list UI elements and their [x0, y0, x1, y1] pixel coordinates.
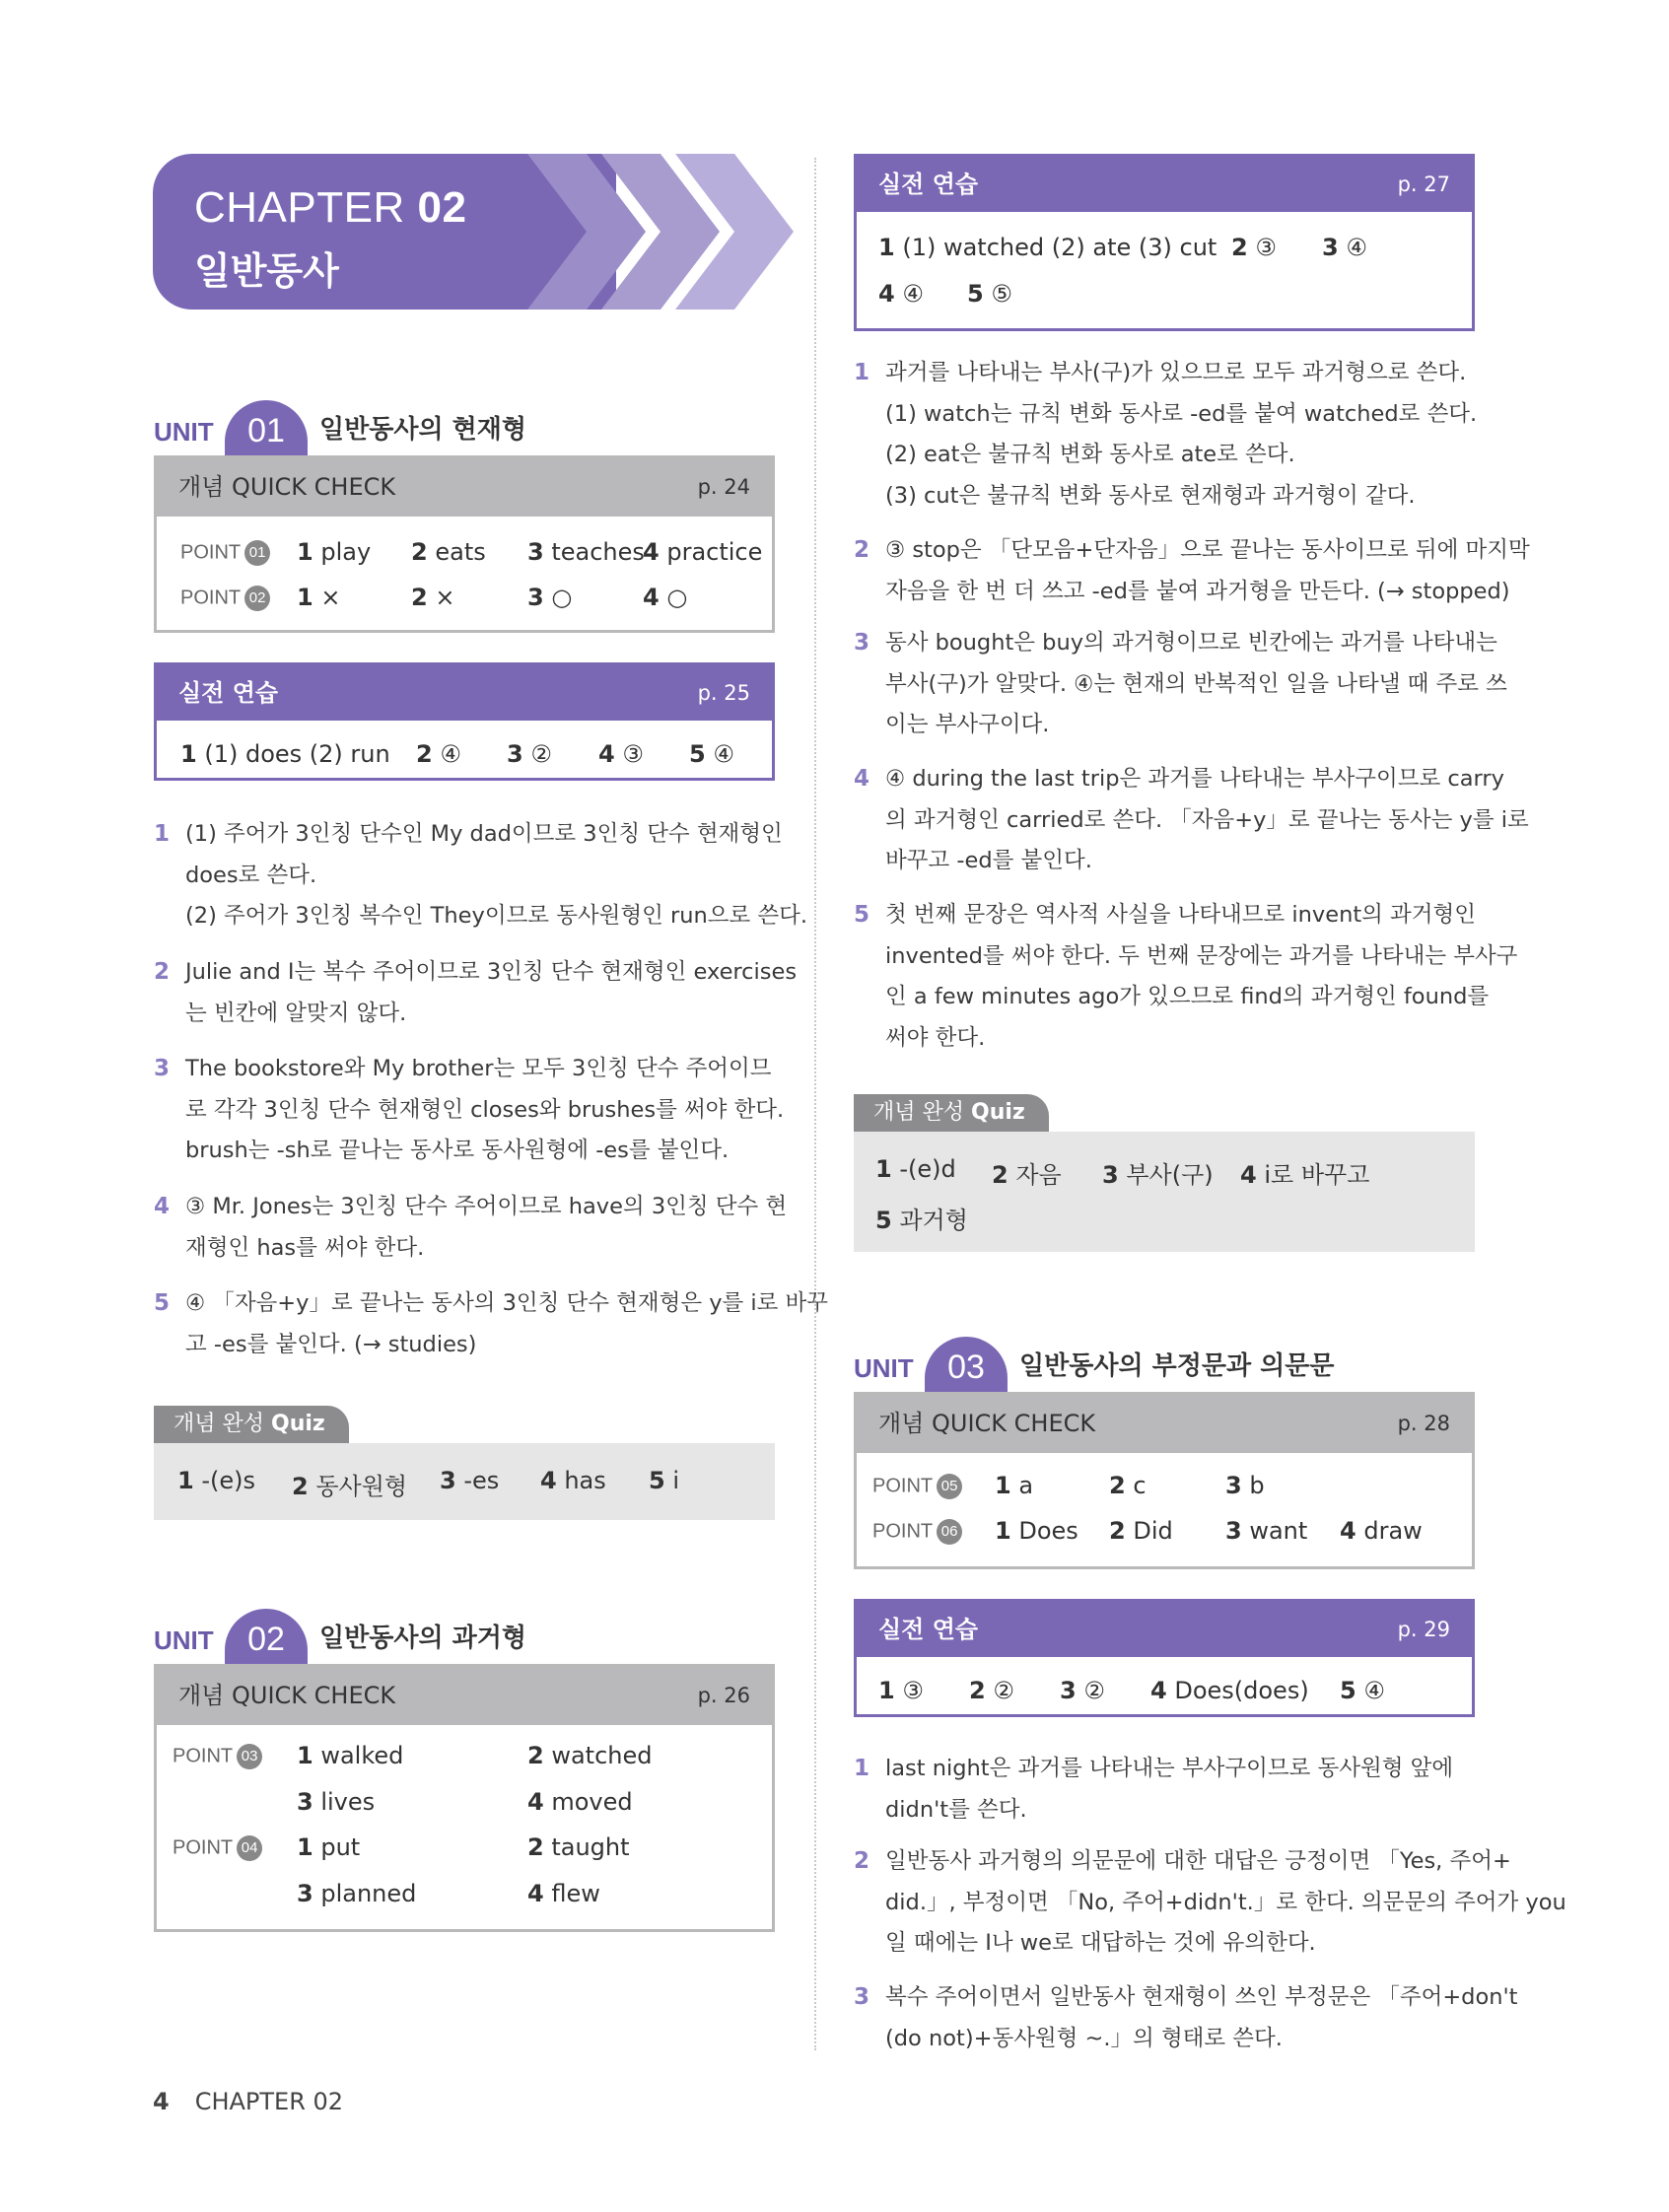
explanation-3: 3 동사 bought은 buy의 과거형이므로 빈칸에는 과거를 나타내는 부사(구)가 알맞다. ④는 현재의 반복적인 일을 나타낼 때 주로 쓰 이는 부사구이다.: [854, 630, 1507, 737]
explanation-2: 2 일반동사 과거형의 의문문에 대한 대답은 긍정이면 「Yes, 주어+ did.」, 부정이면 「No, 주어+didn't.」로 한다. 의문문의 주어가 you 일 때에는 I나 we로 대답하는 것에 유의한다.: [854, 1848, 1566, 1956]
answer-item: 2 eats: [411, 538, 486, 566]
answer-item: 4 practice: [643, 538, 763, 566]
point-label: POINT 02: [180, 586, 270, 611]
answer-item: 4 has: [540, 1467, 606, 1494]
answer-item: 2 ×: [411, 584, 455, 611]
page-ref: p. 24: [697, 475, 750, 499]
explanation-3: 3 복수 주어이면서 일반동사 현재형이 쓰인 부정문은 「주어+don't (do not)+동사원형 ~.」의 형태로 쓴다.: [854, 1984, 1518, 2051]
answer-item: 4 moved: [527, 1788, 633, 1816]
answer-item: 3 b: [1225, 1472, 1265, 1499]
point-label: POINT 01: [180, 540, 270, 566]
answer-item: 5 ⑤: [967, 280, 1012, 308]
practice-header: 실전 연습 p. 25: [157, 665, 772, 721]
explanation-4: 4 ④ during the last trip은 과거를 나타내는 부사구이므로 carry 의 과거형인 carried로 쓴다. 「자음+y」로 끝나는 동사는 y를 i로 바꾸고 -ed를 붙인다.: [854, 766, 1529, 873]
quick-check-header: 개념 QUICK CHECK p. 26: [157, 1667, 772, 1725]
practice-header: 실전 연습 p. 27: [857, 157, 1472, 212]
unit-label: UNIT: [854, 1353, 914, 1383]
answer-item: 3 lives: [297, 1788, 376, 1816]
answer-item: 2 taught: [527, 1833, 630, 1861]
explanation-1: 1 last night은 과거를 나타내는 부사구이므로 동사원형 앞에 didn't를 쓴다.: [854, 1756, 1454, 1823]
page-footer: [153, 2088, 343, 2115]
answer-item: 3 부사(구): [1102, 1161, 1214, 1189]
chapter-title: 일반동사: [194, 249, 339, 293]
column-divider: [814, 158, 816, 2050]
chapter-label: CHAPTER 02: [194, 183, 467, 232]
page-ref: p. 27: [1397, 173, 1450, 196]
explanation-3: 3 The bookstore와 My brother는 모두 3인칭 단수 주어이므 로 각각 3인칭 단수 현재형인 closes와 brushes를 써야 한다. brush는 -sh로 끝나는 동사로 동사원형에 -es를 붙인다.: [154, 1056, 785, 1163]
quiz-tab: 개념 완성 Quiz: [854, 1094, 1049, 1132]
answer-item: 1 -(e)d: [875, 1155, 956, 1183]
quiz-body: [854, 1132, 1475, 1252]
unit-label: UNIT: [154, 417, 214, 447]
answer-item: 1 play: [297, 538, 372, 566]
answer-item: 3 ○: [527, 584, 573, 611]
answer-item: 3 teaches: [527, 538, 645, 566]
answer-item: 2 자음: [992, 1161, 1062, 1189]
answer-item: 4 draw: [1340, 1517, 1423, 1545]
explanation-4: 4 ③ Mr. Jones는 3인칭 단수 주어이므로 have의 3인칭 단수 현 재형인 has를 써야 한다.: [154, 1194, 788, 1261]
point-label: POINT 04: [173, 1835, 262, 1861]
answer-item: 1 walked: [297, 1742, 404, 1769]
answer-item: 2 ③: [1231, 234, 1277, 261]
quiz-tab: 개념 완성 Quiz: [154, 1406, 349, 1443]
quick-check-header: 개념 QUICK CHECK p. 28: [857, 1395, 1472, 1453]
unit-02-quiz: [854, 1094, 1475, 1252]
unit-title: 일반동사의 현재형: [319, 415, 526, 445]
answer-item: 1 (1) watched (2) ate (3) cut: [878, 234, 1217, 261]
footer-chapter: CHAPTER 02: [194, 2088, 344, 2115]
answer-item: 4 ③: [598, 740, 644, 768]
unit-label: UNIT: [154, 1625, 214, 1655]
unit-01-quiz: [154, 1406, 775, 1520]
unit-number: 02: [225, 1609, 308, 1664]
unit-03-quick-check: [854, 1392, 1475, 1569]
explanation-1: 1 (1) 주어가 3인칭 단수인 My dad이므로 3인칭 단수 현재형인 does로 쓴다. (2) 주어가 3인칭 복수인 They이므로 동사원형인 run으로 쓴다.: [154, 821, 808, 929]
unit-02-heading: [154, 1605, 686, 1664]
answer-item: 3 -es: [440, 1467, 500, 1494]
answer-item: 1 ③: [878, 1677, 924, 1704]
page-ref: p. 25: [697, 681, 750, 705]
answer-item: 2 watched: [527, 1742, 653, 1769]
answer-item: 3 want: [1225, 1517, 1308, 1545]
answer-item: 1 put: [297, 1833, 361, 1861]
unit-03-heading: [854, 1333, 1406, 1392]
answer-item: 2 ②: [969, 1677, 1014, 1704]
answer-item: 4 Does(does): [1150, 1677, 1309, 1704]
unit-01-practice: [154, 662, 775, 781]
answer-item: 1 a: [995, 1472, 1034, 1499]
answer-item: 4 i로 바꾸고: [1240, 1161, 1370, 1189]
answer-item: 3 ②: [1060, 1677, 1105, 1704]
explanation-2: 2 ③ stop은 「단모음+단자음」으로 끝나는 동사이므로 뒤에 마지막 자음을 한 번 더 쓰고 -ed를 붙여 과거형을 만든다. (→ stopped): [854, 537, 1530, 604]
answer-item: 1 (1) does (2) run: [180, 740, 390, 768]
page-ref: p. 26: [697, 1684, 750, 1707]
answer-item: 1 Does: [995, 1517, 1078, 1545]
point-label: POINT 05: [872, 1474, 962, 1499]
chapter-banner: [153, 154, 794, 310]
answer-item: 2 ④: [416, 740, 461, 768]
quiz-body: [154, 1443, 775, 1520]
answer-item: 3 ②: [507, 740, 552, 768]
page-number: 4: [153, 2088, 170, 2115]
unit-01-heading: [154, 396, 686, 455]
unit-03-practice: [854, 1599, 1475, 1717]
explanation-1: 1 과거를 나타내는 부사(구)가 있으므로 모두 과거형으로 쓴다. (1) watch는 규칙 변화 동사로 -ed를 붙여 watched로 쓴다. (2) eat은 불규칙 변화 동사로 ate로 쓴다. (3) cut은 불규칙 변화 동사로 현재형과 과거형이 같다.: [854, 360, 1478, 509]
answer-item: 2 Did: [1109, 1517, 1173, 1545]
unit-title: 일반동사의 부정문과 의문문: [1019, 1351, 1335, 1381]
answer-item: 1 -(e)s: [177, 1467, 255, 1494]
answer-item: 4 flew: [527, 1880, 600, 1907]
answer-item: 4 ○: [643, 584, 688, 611]
explanation-2: 2 Julie and I는 복수 주어이므로 3인칭 단수 현재형인 exercises 는 빈칸에 알맞지 않다.: [154, 959, 798, 1026]
unit-01-quick-check: [154, 455, 775, 633]
answer-item: 5 ④: [1340, 1677, 1385, 1704]
unit-02-practice: [854, 154, 1475, 331]
unit-number: 03: [925, 1337, 1008, 1392]
page-ref: p. 28: [1397, 1412, 1450, 1435]
answer-item: 1 ×: [297, 584, 341, 611]
answer-item: 3 ④: [1322, 234, 1367, 261]
answer-item: 5 과거형: [875, 1207, 968, 1234]
unit-number: 01: [225, 400, 308, 455]
answer-item: 2 c: [1109, 1472, 1147, 1499]
answer-item: 4 ④: [878, 280, 924, 308]
quick-check-header: 개념 QUICK CHECK p. 24: [157, 458, 772, 517]
point-label: POINT 03: [173, 1744, 262, 1769]
unit-title: 일반동사의 과거형: [319, 1624, 526, 1653]
explanation-5: 5 ④ 「자음+y」로 끝나는 동사의 3인칭 단수 현재형은 y를 i로 바꾸 고 -es를 붙인다. (→ studies): [154, 1290, 829, 1357]
answer-item: 2 동사원형: [292, 1473, 408, 1500]
answer-item: 3 planned: [297, 1880, 417, 1907]
point-label: POINT 06: [872, 1519, 962, 1545]
unit-02-quick-check: [154, 1664, 775, 1932]
page-ref: p. 29: [1397, 1618, 1450, 1641]
practice-header: 실전 연습 p. 29: [857, 1602, 1472, 1657]
answer-item: 5 ④: [689, 740, 734, 768]
explanation-5: 5 첫 번째 문장은 역사적 사실을 나타내므로 invent의 과거형인 invented를 써야 한다. 두 번째 문장에는 과거를 나타내는 부사구 인 a few minutes ago가 있으므로 find의 과거형인 found를 써야 한다.: [854, 902, 1518, 1051]
answer-item: 5 i: [649, 1467, 680, 1494]
